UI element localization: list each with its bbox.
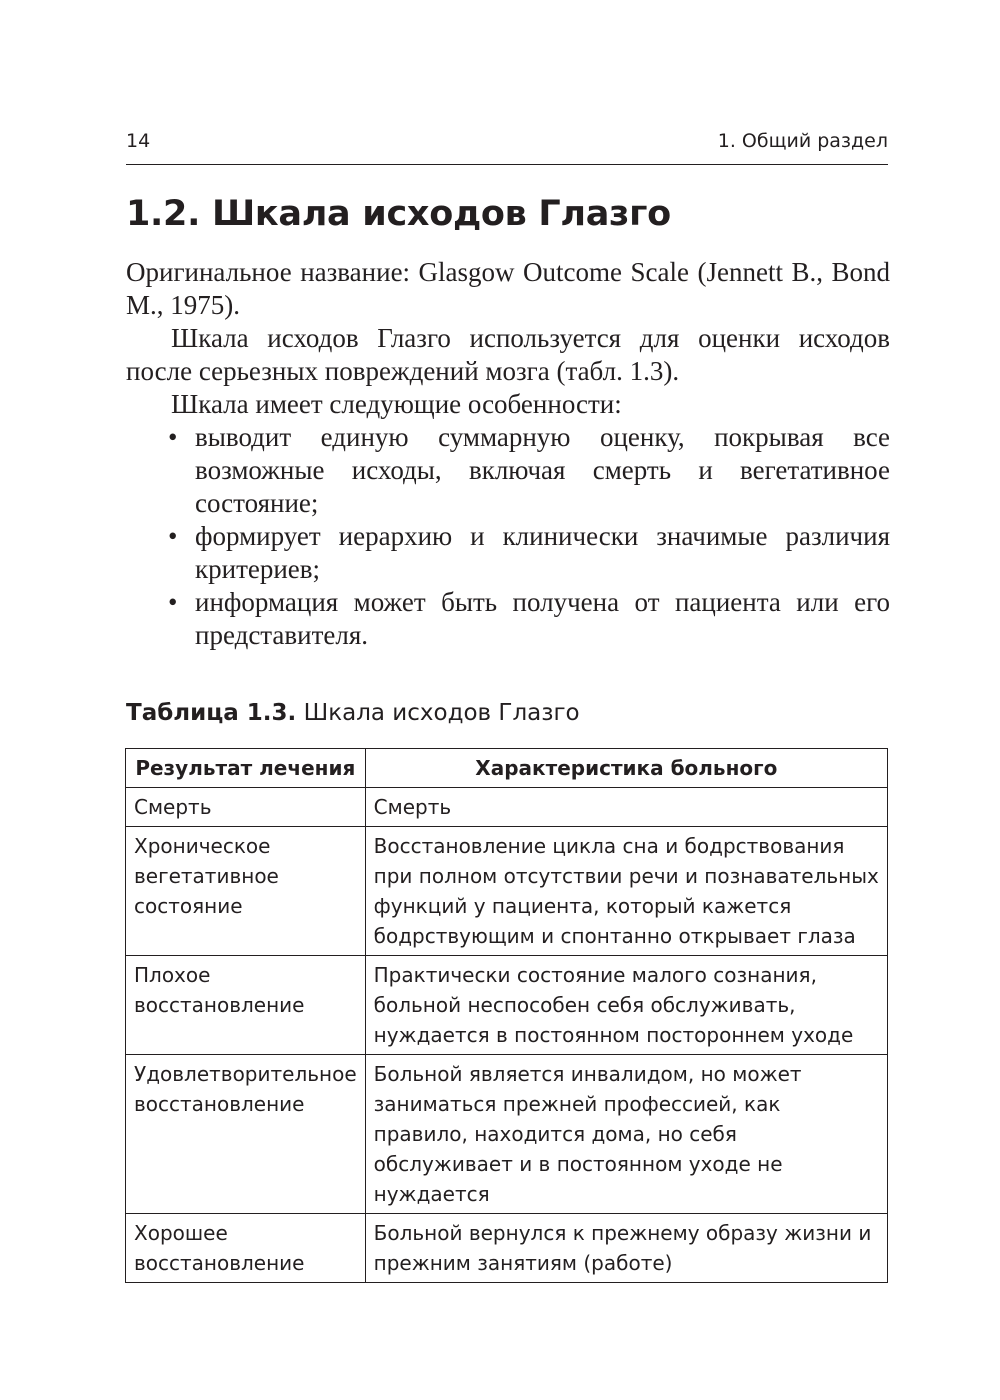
list-item: [126, 586, 890, 652]
list-item-text: выводит единую суммарную оценку, покрывая все возможные исходы, включая смерть и вегетативное состояние;: [195, 422, 890, 518]
section-title: [126, 194, 671, 234]
table-row: [126, 1055, 888, 1214]
body-text: [126, 256, 890, 652]
table-row: [126, 788, 888, 827]
bullet-icon: •: [168, 521, 178, 551]
list-item-text: информация может быть получена от пациента или его представителя.: [195, 587, 890, 650]
table-cell-description: Больной вернулся к прежнему образу жизни и прежним занятиям (работе): [365, 1214, 887, 1283]
table-cell-outcome: Плохое восстановление: [126, 956, 366, 1055]
bullet-icon: •: [168, 587, 178, 617]
table-cell-description: Практически состояние малого сознания, больной неспособен себя обслуживать, нуждается в постоянном постороннем уходе: [365, 956, 887, 1055]
table-cell-description: Больной является инвалидом, но может заниматься прежней профессией, как правило, находится дома, но себя обслуживает и в постоянном уходе не нуждается: [365, 1055, 887, 1214]
table-row: [126, 956, 888, 1055]
table-caption-title: Шкала исходов Глазго: [303, 700, 580, 726]
section-number: 1.2.: [126, 194, 201, 234]
bullet-icon: •: [168, 422, 178, 452]
section-title-text: Шкала исходов Глазго: [212, 194, 671, 234]
list-item: [126, 520, 890, 586]
table-cell-outcome: Смерть: [126, 788, 366, 827]
usage-paragraph: Шкала исходов Глазго используется для оценки исходов после серьезных повреждений мозга (табл. 1.3).: [126, 323, 890, 386]
features-intro: Шкала имеет следующие особенности:: [171, 389, 622, 419]
features-list: [126, 421, 890, 652]
table-row: [126, 1214, 888, 1283]
table-header-row: [126, 749, 888, 788]
original-name-paragraph: Оригинальное название: Glasgow Outcome Scale (Jennett B., Bond M., 1975).: [126, 257, 890, 320]
table-cell-description: Смерть: [365, 788, 887, 827]
table-row: [126, 827, 888, 956]
table-caption-label: Таблица 1.3.: [126, 700, 297, 726]
header-characteristic: Характеристика больного: [365, 749, 887, 788]
table-caption: [126, 700, 580, 726]
page-header: [126, 126, 888, 165]
running-head: 1. Общий раздел: [717, 130, 888, 152]
header-result: Результат лечения: [126, 749, 366, 788]
table-cell-outcome: Хорошее восстановление: [126, 1214, 366, 1283]
list-item: [126, 421, 890, 520]
outcome-table: [125, 748, 888, 1283]
table-cell-description: Восстановление цикла сна и бодрствования при полном отсутствии речи и познавательных функций у пациента, который кажется бодрствующим и спонтанно открывает глаза: [365, 827, 887, 956]
table-cell-outcome: Хроническое вегетативное состояние: [126, 827, 366, 956]
list-item-text: формирует иерархию и клинически значимые различия критериев;: [195, 521, 890, 584]
page-number: 14: [126, 130, 151, 152]
table-cell-outcome: Удовлетворительное восстановление: [126, 1055, 366, 1214]
